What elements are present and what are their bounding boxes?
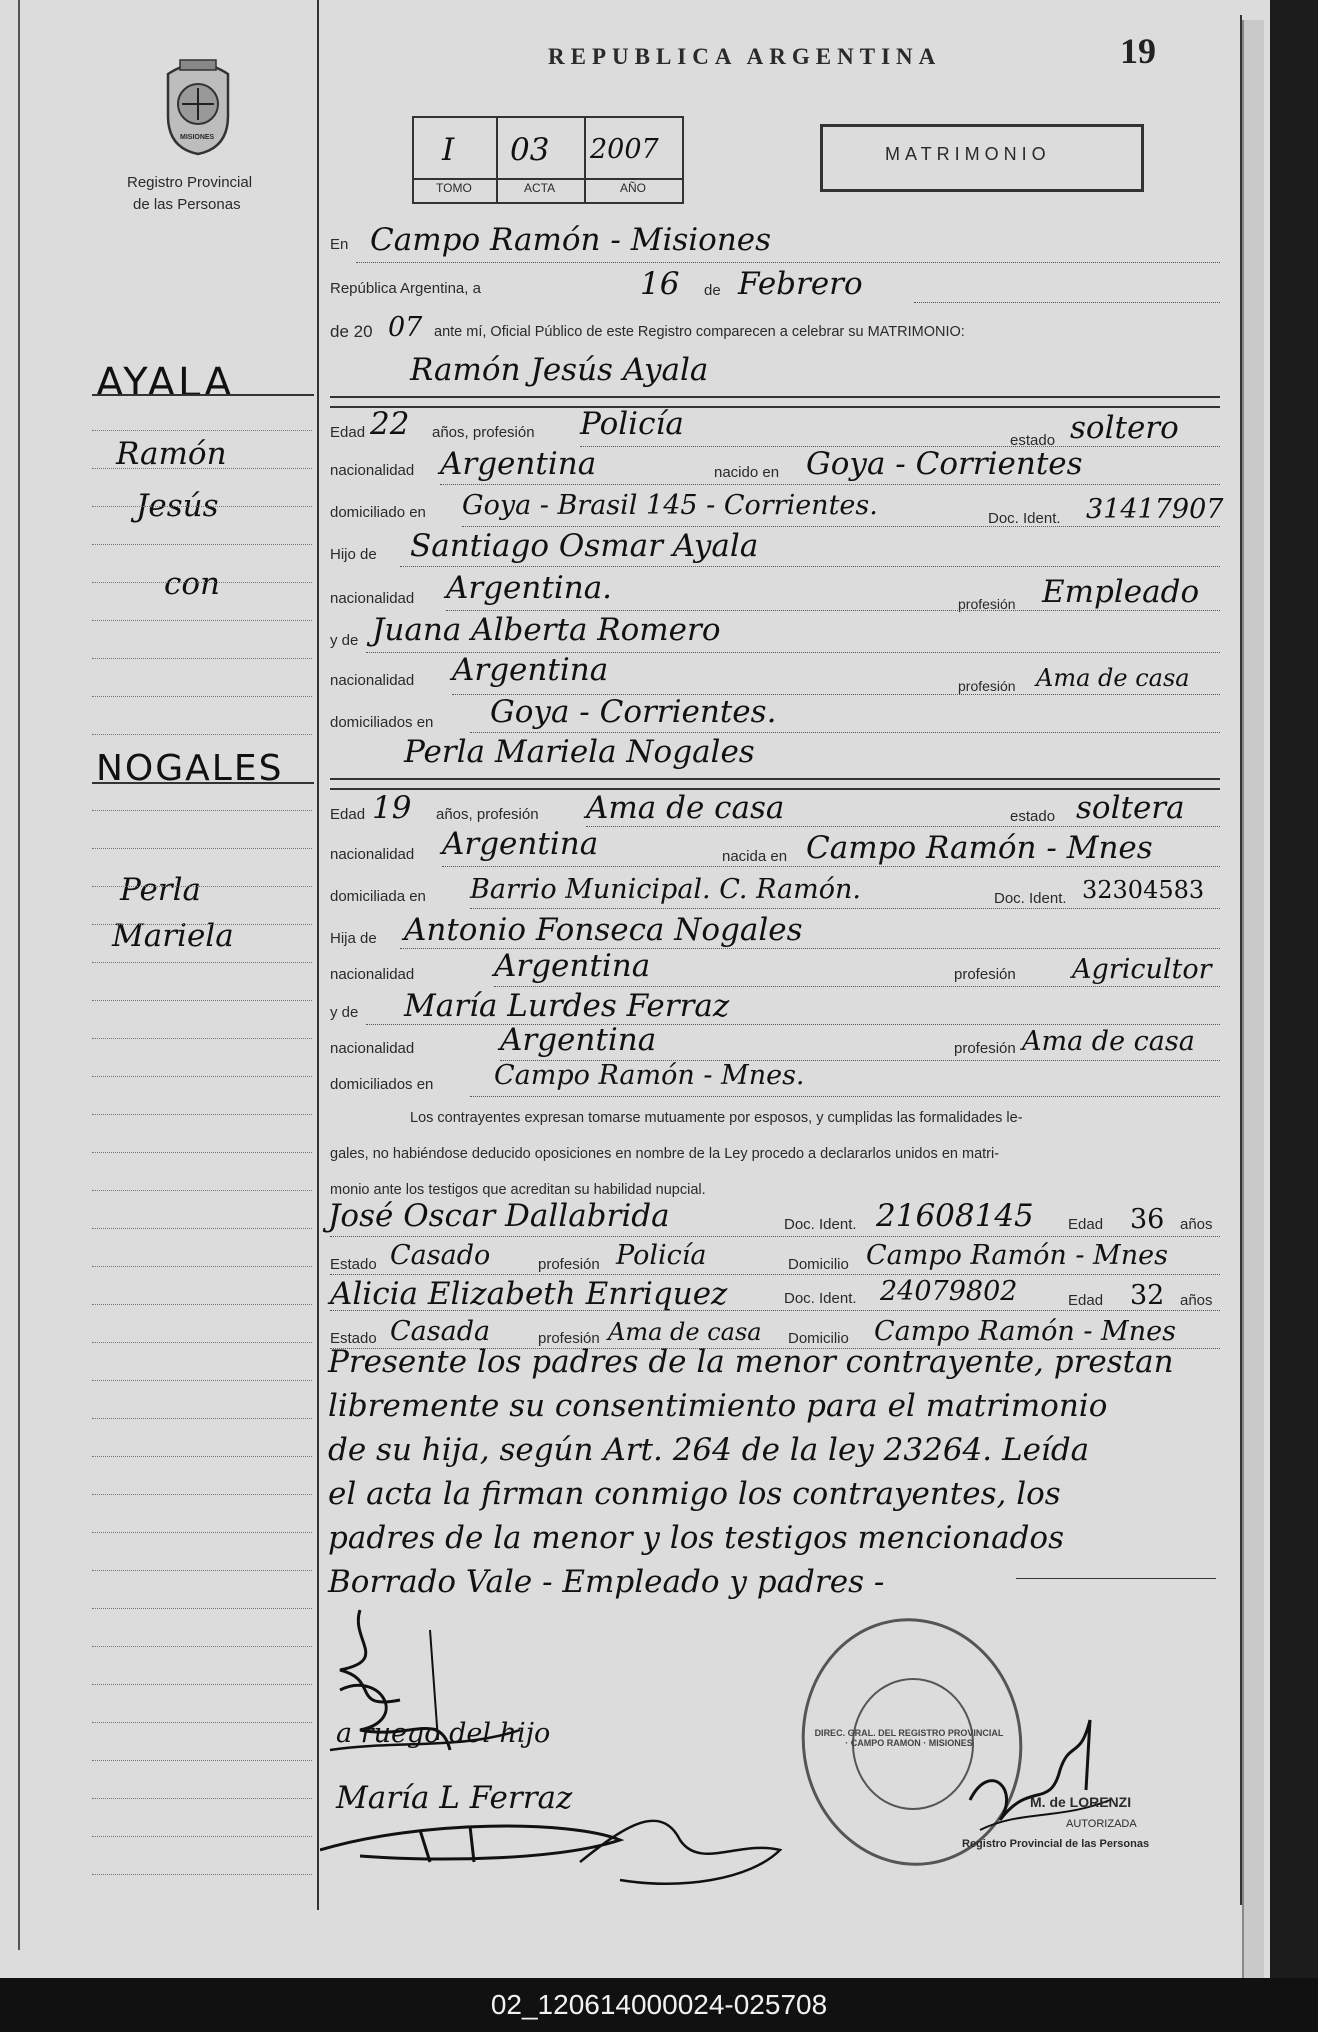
bride-nacida-label: nacida en	[722, 848, 788, 865]
bride-profesion-label: años, profesión	[436, 806, 539, 823]
margin-rule	[92, 848, 312, 849]
margin-bride-given2: Mariela	[112, 918, 234, 954]
groom-hijo-label: Hijo de	[330, 546, 377, 563]
margin-rule	[92, 1494, 312, 1495]
margin-groom-surname: AYALA	[96, 360, 235, 406]
groom-padre: Santiago Osmar Ayala	[410, 528, 759, 564]
note-line: el acta la firman conmigo los contrayentes, los	[328, 1476, 1061, 1512]
margin-rule	[92, 1798, 312, 1799]
record-type-label: MATRIMONIO	[885, 144, 1051, 164]
groom-nacido: Goya - Corrientes	[806, 446, 1083, 482]
stamp-text: DIREC. GRAL. DEL REGISTRO PROVINCIAL · CAMPO RAMON · MISIONES	[814, 1728, 1004, 1748]
groom-edad-label: Edad	[330, 424, 366, 441]
en-label: En	[330, 236, 349, 253]
bride-madre-prof-label: profesión	[954, 1040, 1016, 1057]
groom-profesion-label: años, profesión	[432, 424, 535, 441]
bride-nacida: Campo Ramón - Mnes	[806, 830, 1153, 866]
section-rule	[330, 778, 1220, 780]
witness2-name: Alicia Elizabeth Enriquez	[330, 1276, 728, 1312]
fill-line	[330, 1274, 1220, 1275]
margin-rule	[92, 1304, 312, 1305]
groom-estado: soltero	[1070, 410, 1179, 446]
groom-dompadres-label: domiciliados en	[330, 714, 434, 731]
margin-rule	[92, 1266, 312, 1267]
margin-rule	[92, 506, 312, 507]
bride-nac-label: nacionalidad	[330, 846, 415, 863]
margin-rule	[92, 1228, 312, 1229]
bride-dom: Barrio Municipal. C. Ramón.	[470, 874, 861, 905]
fill-line	[470, 908, 1220, 909]
margin-groom-given1: Ramón	[116, 436, 227, 472]
bride-padre-prof-label: profesión	[954, 966, 1016, 983]
officer-title: AUTORIZADA	[1066, 1818, 1137, 1830]
groom-doc: 31417907	[1086, 494, 1224, 525]
fill-line	[470, 1096, 1220, 1097]
month-value: Febrero	[738, 266, 863, 302]
file-id-footer: 02_120614000024-025708	[0, 1978, 1318, 2032]
margin-rule	[92, 1722, 312, 1723]
margin-rule	[92, 1684, 312, 1685]
groom-padre-prof: Empleado	[1042, 574, 1200, 610]
witness1-doc-label: Doc. Ident.	[784, 1216, 857, 1233]
margin-rule	[92, 544, 312, 545]
groom-padre-nac: Argentina.	[446, 570, 613, 606]
bride-edad-label: Edad	[330, 806, 366, 823]
fill-line	[914, 302, 1220, 303]
bride-madre-prof: Ama de casa	[1022, 1026, 1195, 1057]
margin-rule	[92, 1190, 312, 1191]
margin-rule	[92, 1038, 312, 1039]
note-line: Presente los padres de la menor contrayente, prestan	[328, 1344, 1174, 1380]
acta-value: 03	[510, 132, 550, 168]
country-heading: REPUBLICA ARGENTINA	[548, 44, 942, 69]
day-value: 16	[640, 266, 680, 302]
margin-rule	[92, 582, 312, 583]
fill-line	[330, 1310, 1220, 1311]
bride-nac: Argentina	[442, 826, 599, 862]
witness2-anos-label: años	[1180, 1292, 1213, 1309]
fill-line	[366, 1024, 1220, 1025]
bride-hija-label: Hija de	[330, 930, 377, 947]
groom-name: Ramón Jesús Ayala	[410, 352, 709, 388]
margin-rule	[92, 620, 312, 621]
note-line: de su hija, según Art. 264 de la ley 23264. Leída	[328, 1432, 1090, 1468]
witness1-anos-label: años	[1180, 1216, 1213, 1233]
witness1-estado-label: Estado	[330, 1256, 377, 1273]
groom-madre-nac-label: nacionalidad	[330, 672, 415, 689]
bride-name: Perla Mariela Nogales	[404, 734, 755, 770]
margin-rule	[92, 962, 312, 963]
declaration-line1: Los contrayentes expresan tomarse mutuamente por esposos, y cumplidas las formalidades le-	[410, 1110, 1023, 1126]
groom-madre: Juana Alberta Romero	[372, 612, 721, 648]
witness2-dom: Campo Ramón - Mnes	[874, 1316, 1176, 1347]
groom-dom: Goya - Brasil 145 - Corrientes.	[462, 490, 878, 521]
margin-rule	[92, 1874, 312, 1875]
bride-doc-label: Doc. Ident.	[994, 890, 1067, 907]
margin-bride-surname: NOGALES	[96, 748, 284, 789]
note-line: Borrado Vale - Empleado y padres -	[328, 1564, 885, 1600]
bride-madre-nac: Argentina	[500, 1022, 657, 1058]
margin-rule	[92, 1418, 312, 1419]
registry-name-line2: de las Personas	[133, 196, 241, 213]
anio-label: AÑO	[620, 181, 647, 195]
box-divider	[584, 116, 586, 204]
closing-rule	[1016, 1578, 1216, 1579]
margin-rule	[92, 1380, 312, 1381]
groom-madre-prof: Ama de casa	[1036, 664, 1190, 692]
witness1-dom: Campo Ramón - Mnes	[866, 1240, 1168, 1271]
groom-padre-nac-label: nacionalidad	[330, 590, 415, 607]
section-rule	[330, 396, 1220, 398]
witness2-edad: 32	[1130, 1280, 1165, 1311]
declaration-line3: monio ante los testigos que acreditan su habilidad nupcial.	[330, 1182, 706, 1198]
tomo-label: TOMO	[436, 181, 472, 195]
witness1-doc: 21608145	[876, 1198, 1034, 1234]
margin-rule	[92, 1342, 312, 1343]
groom-nacido-label: nacido en	[714, 464, 780, 481]
year-prefix: de 20	[330, 322, 373, 341]
republica-label: República Argentina, a	[330, 280, 481, 297]
groom-dompadres: Goya - Corrientes.	[490, 694, 777, 730]
witness1-edad-label: Edad	[1068, 1216, 1104, 1233]
margin-rule	[92, 886, 312, 887]
anio-value: 2007	[590, 134, 659, 165]
margin-rule	[92, 1532, 312, 1533]
witness1-estado: Casado	[390, 1240, 491, 1271]
margin-rule	[92, 696, 312, 697]
margin-rule	[92, 1570, 312, 1571]
margin-rule	[92, 1076, 312, 1077]
seal-label: MISIONES	[180, 134, 215, 141]
margin-divider	[317, 0, 319, 1910]
margin-rule	[92, 734, 312, 735]
witness1-dom-label: Domicilio	[788, 1256, 849, 1273]
margin-rule	[92, 658, 312, 659]
ante-text: ante mí, Oficial Público de este Registro comparecen a celebrar su MATRIMONIO:	[434, 324, 965, 340]
margin-rule	[92, 394, 314, 396]
witness2-doc: 24079802	[880, 1276, 1018, 1307]
witness1-prof: Policía	[616, 1240, 707, 1271]
witness2-estado-label: Estado	[330, 1330, 377, 1347]
bride-dompadres-label: domiciliados en	[330, 1076, 434, 1093]
box-label-rule	[412, 178, 684, 180]
witness1-name: José Oscar Dallabrida	[328, 1198, 670, 1234]
margin-rule	[92, 1836, 312, 1837]
groom-edad: 22	[370, 406, 410, 442]
box-divider	[496, 116, 498, 204]
margin-rule	[92, 1000, 312, 1001]
page-edge	[1242, 20, 1264, 1980]
groom-nac: Argentina	[440, 446, 597, 482]
bride-dompadres: Campo Ramón - Mnes.	[494, 1060, 805, 1091]
groom-madre-nac: Argentina	[452, 652, 609, 688]
declaration-line2: gales, no habiéndose deducido oposiciones en nombre de la Ley procedo a declararlos unidos en matri-	[330, 1146, 1000, 1162]
margin-rule	[92, 1152, 312, 1153]
fill-line	[494, 986, 1220, 987]
witness2-dom-label: Domicilio	[788, 1330, 849, 1347]
fill-line	[330, 1236, 1220, 1237]
fill-line	[446, 610, 1220, 611]
bride-madre: María Lurdes Ferraz	[404, 988, 730, 1024]
groom-nac-label: nacionalidad	[330, 462, 415, 479]
groom-doc-label: Doc. Ident.	[988, 510, 1061, 527]
page-number: 19	[1120, 31, 1156, 71]
bride-padre-nac: Argentina	[494, 948, 651, 984]
margin-rule	[92, 924, 312, 925]
margin-bride-given1: Perla	[120, 872, 202, 908]
margin-groom-given2: Jesús	[136, 488, 219, 524]
left-border	[18, 0, 20, 1950]
tomo-value: I	[442, 132, 455, 168]
groom-profesion: Policía	[580, 406, 684, 442]
margin-rule	[92, 1608, 312, 1609]
margin-rule	[92, 782, 314, 784]
section-rule	[330, 406, 1220, 408]
fill-line	[586, 826, 1220, 827]
bride-edad: 19	[372, 790, 412, 826]
bride-madre-nac-label: nacionalidad	[330, 1040, 415, 1057]
witness2-doc-label: Doc. Ident.	[784, 1290, 857, 1307]
bride-estado: soltera	[1076, 790, 1185, 826]
signature-name: María L Ferraz	[336, 1780, 573, 1816]
fill-line	[400, 566, 1220, 567]
groom-dom-label: domiciliado en	[330, 504, 426, 521]
note-line: padres de la menor y los testigos mencionados	[328, 1520, 1065, 1556]
bride-doc: 32304583	[1082, 876, 1205, 904]
officer-registry: Registro Provincial de las Personas	[962, 1838, 1150, 1850]
bride-estado-label: estado	[1010, 808, 1056, 825]
de-label: de	[704, 282, 721, 299]
margin-rule	[92, 810, 312, 811]
margin-con: con	[164, 566, 220, 602]
acta-label: ACTA	[524, 181, 556, 195]
margin-rule	[92, 468, 312, 469]
witness2-edad-label: Edad	[1068, 1292, 1104, 1309]
fill-line	[470, 732, 1220, 733]
witness2-estado: Casada	[390, 1316, 491, 1347]
signature-scribbles	[320, 1600, 880, 1900]
witness1-prof-label: profesión	[538, 1256, 600, 1273]
groom-madre-prof-label: profesión	[958, 678, 1016, 694]
bride-padre: Antonio Fonseca Nogales	[404, 912, 803, 948]
bride-yde-label: y de	[330, 1004, 359, 1021]
registry-name-line1: Registro Provincial	[127, 174, 253, 191]
bride-padre-nac-label: nacionalidad	[330, 966, 415, 983]
bride-dom-label: domiciliada en	[330, 888, 426, 905]
bride-padre-prof: Agricultor	[1072, 954, 1212, 985]
groom-estado-label: estado	[1010, 432, 1056, 449]
signature-annotation: a ruego del hijo	[336, 1718, 551, 1749]
witness2-prof: Ama de casa	[608, 1318, 762, 1346]
note-line: libremente su consentimiento para el matrimonio	[328, 1388, 1108, 1424]
witness2-prof-label: profesión	[538, 1330, 600, 1347]
margin-rule	[92, 430, 312, 431]
place-value: Campo Ramón - Misiones	[370, 222, 772, 258]
fill-line	[442, 866, 1220, 867]
margin-rule	[92, 1646, 312, 1647]
fill-line	[462, 526, 1220, 527]
groom-yde-label: y de	[330, 632, 359, 649]
witness1-edad: 36	[1130, 1204, 1165, 1235]
margin-rule	[92, 1114, 312, 1115]
officer-name: M. de LORENZI	[1030, 1794, 1132, 1810]
groom-padre-prof-label: profesión	[958, 596, 1016, 612]
margin-rule	[92, 1760, 312, 1761]
right-border	[1240, 15, 1242, 1905]
margin-rule	[92, 1456, 312, 1457]
bride-profesion: Ama de casa	[586, 790, 785, 826]
year-suffix: 07	[388, 312, 423, 343]
fill-line	[356, 262, 1220, 263]
fill-line	[440, 484, 1220, 485]
